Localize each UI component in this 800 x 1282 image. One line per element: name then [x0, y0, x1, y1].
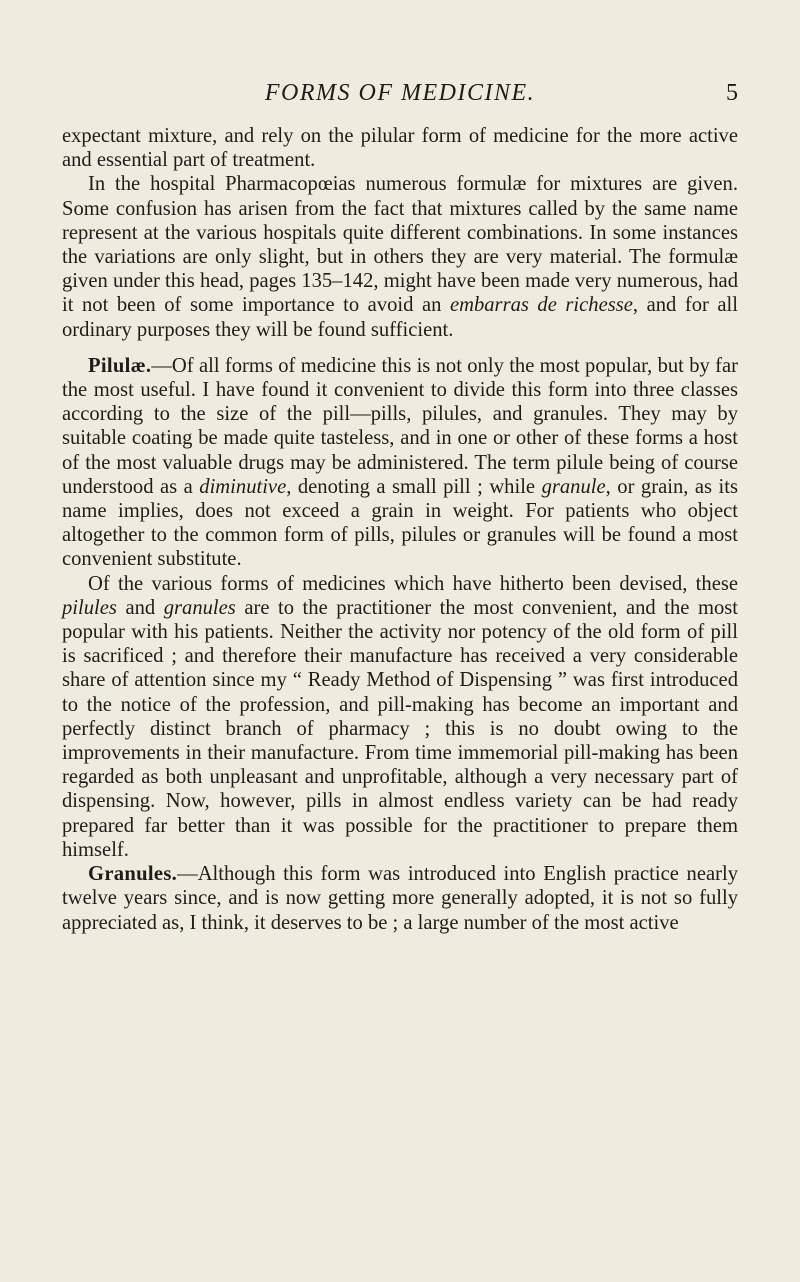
paragraph-4-text-2: and [116, 596, 164, 619]
paragraph-3-text-3: , or grain, as its name implies, does not exceed a grain in weight. For patients who object altogether to the common form of pills, pilules or granules will be found a most convenient substitute. [62, 475, 738, 571]
paragraph-5-text: —Although this form was introduced into English practice nearly twelve years since, and is now getting more generally adopted, it is not so fully appreciated as, I think, it deserves to be ; a large number of the most active [62, 863, 738, 934]
body-text [62, 124, 738, 935]
section-heading-pilulae: Pilulæ. [88, 354, 152, 377]
paragraph-4-text: Of the various forms of medicines which have hitherto been devised, these [88, 572, 738, 595]
paragraph-4-text-3: are to the practitioner the most convenient, and the most popular with his patients. Neither the activity nor potency of the old form of pill is sacrificed ; and therefore their manufacture has received a very considerable share of attention since my “ Ready Method of Dispensing ” was first introduced to the notice of the profession, and pill-making has become an important and perfectly distinct branch of pharmacy ; this is no doubt owing to the improvements in their manufacture. From time immemorial pill-making has been regarded as both unpleasant and unprofitable, although a very necessary part of dispensing. Now, however, pills in almost endless variety can be had ready prepared far better than it was possible for the practitioner to prepare them himself. [62, 596, 738, 861]
paragraph-3-text: —Of all forms of medicine this is not only the most popular, but by far the most useful. I have found it convenient to divide this form into three classes according to the size of the pill—pills, pilules, and granules. They may by suitable coating be made quite tasteless, and in one or other of these forms a host of the most valuable drugs may be administered. The term pilule being of course understood as a [62, 354, 738, 498]
running-title: FORMS OF MEDICINE. [264, 80, 536, 106]
paragraph-3-text-2: , denoting a small pill ; while [286, 475, 542, 498]
running-head [62, 80, 738, 112]
section-heading-granules: Granules. [88, 863, 178, 886]
italic-pilules: pilules [62, 596, 117, 619]
paragraph-4 [62, 572, 738, 862]
paragraph-1 [62, 124, 738, 172]
paragraph-2-text-end: , and for all ordinary purposes they will be found sufficient. [62, 294, 738, 341]
italic-granules: granules [163, 596, 236, 619]
italic-granule: granule [541, 475, 606, 498]
italic-diminutive: diminutive [199, 475, 287, 498]
italic-phrase: embarras de richesse [449, 294, 633, 317]
page-number: 5 [726, 80, 738, 106]
paragraph-2-text: In the hospital Pharmacopœias numerous formulæ for mixtures are given. Some confusion has arisen from the fact that mixtures called by the same name represent at the various hospitals quite different combinations. In some instances the variations are only slight, but in others they are very material. The formulæ given under this head, pages 135–142, might have been made very numerous, had it not been of some importance to avoid an [62, 173, 738, 317]
paragraph-2 [62, 172, 738, 341]
paragraph-granules [62, 862, 738, 935]
paragraph-1-text: expectant mixture, and rely on the pilular form of medicine for the more active and essential part of treatment. [62, 125, 738, 172]
paragraph-pilulae [62, 354, 738, 572]
